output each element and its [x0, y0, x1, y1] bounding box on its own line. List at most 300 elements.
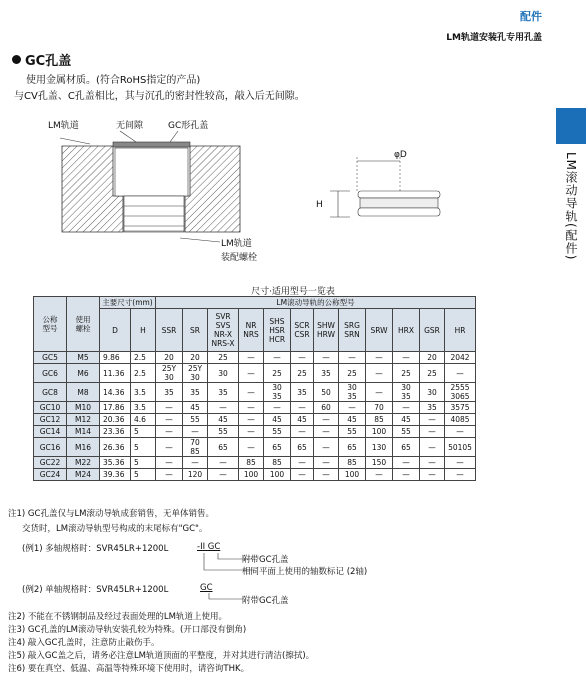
cell-rail-value-line: —	[165, 427, 173, 436]
cell-rail-value	[393, 414, 420, 426]
cell-rail-value-line: 35	[401, 392, 411, 401]
col-rail-header	[393, 309, 420, 352]
cell-rail-value	[420, 438, 445, 457]
cell-model: GC16	[34, 438, 67, 457]
bolt-head	[115, 148, 188, 196]
cell-rail-value-line: —	[298, 427, 306, 436]
cell-rail-value	[156, 438, 183, 457]
cell-rail-value	[156, 383, 183, 402]
cell-rail-value	[314, 352, 339, 364]
cell-bolt: M10	[67, 402, 100, 414]
cell-rail-value-line: —	[219, 403, 227, 412]
cell-rail-value	[445, 469, 476, 481]
cell-rail-value-line: 45	[218, 415, 228, 424]
cross-section-diagram	[40, 112, 258, 272]
cell-rail-value-line: 45	[347, 415, 357, 424]
cell-rail-value-line: 30	[401, 383, 411, 392]
cell-d: 11.36	[100, 364, 131, 383]
cell-rail-value-line: —	[428, 470, 436, 479]
cell-h: 4.6	[131, 414, 156, 426]
intro-line-1: 使用金属材质。(符合RoHS指定的产品)	[26, 75, 201, 86]
col-dims-header: 主要尺寸(mm)	[100, 297, 156, 309]
cell-rail-value	[420, 469, 445, 481]
cell-rail-value-line: 100	[269, 470, 285, 479]
col-rail-header	[420, 309, 445, 352]
example-1-annotation-2: 相同平面上使用的轴数标记 (2轴)	[242, 567, 368, 577]
cell-rail-value	[208, 469, 239, 481]
cell-rail-value	[393, 469, 420, 481]
cell-rail-value-line: —	[273, 403, 281, 412]
cell-rail-value-line: 100	[243, 470, 259, 479]
cell-rail-value	[420, 414, 445, 426]
cell-rail-value-line: 85	[347, 458, 357, 467]
cell-rail-value-line: 85	[190, 447, 200, 456]
cell-rail-value-line: —	[348, 403, 356, 412]
cell-rail-value	[156, 352, 183, 364]
cell-rail-value-line: 35	[297, 387, 307, 397]
cell-rail-value	[208, 352, 239, 364]
cell-rail-value	[264, 438, 291, 457]
cell-rail-value-line: 30	[427, 387, 437, 397]
table-title: 尺寸·适用型号一览表	[251, 287, 335, 297]
cell-model: GC24	[34, 469, 67, 481]
col-rail-header-line: NR-X	[214, 330, 232, 339]
cell-h: 5	[131, 438, 156, 457]
cell-rail-value-line: —	[165, 470, 173, 479]
cell-rail-value	[314, 426, 339, 438]
cell-model: GC22	[34, 457, 67, 469]
cell-rail-value-line: 4085	[450, 415, 470, 424]
cell-rail-value	[420, 402, 445, 414]
cell-rail-value-line: 100	[371, 427, 387, 436]
example-1-code: -II GC	[197, 542, 221, 552]
note-6: 注6) 要在真空、低温、高温等特殊环境下使用时，请咨询THK。	[8, 664, 250, 674]
gc-cap	[113, 142, 190, 147]
table-header-row-2	[34, 309, 476, 352]
cell-rail-value-line: 50	[321, 387, 331, 397]
cell-rail-value-line: 35	[427, 403, 437, 412]
cell-rail-value	[393, 457, 420, 469]
cell-rail-value-line: —	[456, 458, 464, 467]
cell-rail-value-line: —	[191, 458, 199, 467]
cell-rail-value	[291, 457, 314, 469]
cell-d: 23.36	[100, 426, 131, 438]
label-rail: LM轨道	[48, 121, 79, 131]
cell-rail-value-line: —	[322, 470, 330, 479]
col-rails-header: LM滚动导轨的公称型号	[156, 297, 476, 309]
cell-rail-value-line: —	[375, 353, 383, 362]
col-rail-header	[208, 309, 239, 352]
cell-rail-value	[445, 414, 476, 426]
cell-rail-value	[393, 426, 420, 438]
cell-rail-value-line: —	[456, 427, 464, 436]
cell-rail-value	[239, 383, 264, 402]
cell-rail-value-line: 55	[190, 415, 200, 424]
example-2-label: (例2) 单轴规格时：SVR45LR+1200L	[22, 585, 169, 595]
cell-rail-value	[264, 352, 291, 364]
cell-rail-value-line: 55	[347, 427, 357, 436]
cell-rail-value	[156, 469, 183, 481]
cell-rail-value	[264, 469, 291, 481]
cell-rail-value	[339, 469, 366, 481]
cell-rail-value-line: 3065	[450, 392, 470, 401]
cell-rail-value-line: —	[298, 353, 306, 362]
cell-rail-value-line: 20	[164, 353, 174, 362]
cell-rail-value-line: 35	[218, 387, 228, 397]
cell-rail-value	[156, 364, 183, 383]
cell-rail-value	[264, 402, 291, 414]
cell-h: 3.5	[131, 402, 156, 414]
cell-bolt: M24	[67, 469, 100, 481]
cell-rail-value	[183, 469, 208, 481]
cell-rail-value	[208, 383, 239, 402]
cell-rail-value	[339, 364, 366, 383]
cell-rail-value-line: 70	[374, 403, 384, 412]
col-rail-header-line: SRG	[344, 321, 360, 330]
bullet-icon	[12, 55, 21, 64]
cell-h: 5	[131, 426, 156, 438]
example-1-label: (例1) 多轴规格时：SVR45LR+1200L	[22, 544, 169, 554]
cell-rail-value-line: 35	[272, 392, 282, 401]
cell-bolt: M8	[67, 383, 100, 402]
cell-rail-value-line: —	[247, 368, 255, 378]
cell-rail-value-line: —	[428, 458, 436, 467]
col-rail-header-line: GSR	[424, 325, 440, 335]
cell-rail-value	[366, 438, 393, 457]
cell-rail-value-line: 65	[297, 442, 307, 452]
header-category: 配件	[520, 10, 542, 23]
cell-model: GC8	[34, 383, 67, 402]
side-tab-label: LM滚动导轨(配件)	[564, 152, 578, 261]
col-rail-header-line: HR	[454, 325, 466, 335]
cell-rail-value-line: 35	[164, 387, 174, 397]
note-4: 注4) 敲入GC孔盖时，注意防止敲伤手。	[8, 638, 160, 648]
cell-d: 9.86	[100, 352, 131, 364]
section-title	[12, 50, 71, 69]
col-rail-header	[239, 309, 264, 352]
cell-rail-value-line: 25Y	[161, 364, 177, 373]
cell-rail-value-line: 35	[321, 368, 331, 378]
col-d-header: D	[100, 309, 131, 352]
label-bolt-line1: LM轨道	[221, 239, 252, 249]
cell-rail-value-line: —	[247, 353, 255, 362]
cell-rail-value	[264, 364, 291, 383]
table-header-row-1	[34, 297, 476, 309]
cell-rail-value	[208, 414, 239, 426]
cell-rail-value	[239, 469, 264, 481]
example-1-annotation-1: 附带GC孔盖	[242, 555, 289, 565]
cell-rail-value-line: 25	[218, 353, 228, 362]
cell-rail-value	[208, 402, 239, 414]
col-rail-header-line: NRS-X	[211, 339, 235, 348]
cell-rail-value	[183, 364, 208, 383]
cell-rail-value-line: —	[456, 368, 464, 378]
cell-rail-value	[264, 457, 291, 469]
cell-rail-value	[264, 414, 291, 426]
table-row	[34, 469, 476, 481]
cell-rail-value	[291, 438, 314, 457]
cell-rail-value	[339, 438, 366, 457]
cell-h: 2.5	[131, 352, 156, 364]
cell-rail-value-line: 25	[347, 368, 357, 378]
cell-rail-value-line: 65	[272, 442, 282, 452]
col-rail-header-line: HCR	[268, 334, 286, 344]
col-bolt-header-l1: 使用	[75, 315, 91, 324]
cell-rail-value	[366, 469, 393, 481]
cell-rail-value-line: —	[247, 403, 255, 412]
col-rail-header	[183, 309, 208, 352]
col-model-header-l1: 公称	[42, 315, 58, 324]
note-5: 注5) 敲入GC盖之后，请务必注意LM轨道顶面的平整度，并对其进行清洁(擦拭)。	[8, 651, 315, 661]
bolt-shank	[124, 196, 184, 232]
cell-rail-value-line: 85	[374, 415, 384, 424]
cell-rail-value-line: —	[322, 458, 330, 467]
cell-rail-value	[339, 457, 366, 469]
col-model-header	[34, 297, 67, 352]
cell-rail-value	[339, 383, 366, 402]
cell-rail-value-line: —	[165, 442, 173, 452]
col-rail-header	[314, 309, 339, 352]
cell-rail-value	[183, 426, 208, 438]
cell-rail-value-line: —	[375, 387, 383, 397]
cell-rail-value	[393, 364, 420, 383]
cell-rail-value	[445, 438, 476, 457]
cell-rail-value	[445, 383, 476, 402]
cell-rail-value-line: 25	[401, 368, 411, 378]
cell-rail-value	[208, 438, 239, 457]
cell-rail-value	[314, 469, 339, 481]
cell-bolt: M6	[67, 364, 100, 383]
note-1b: 交货时，LM滚动导轨型号构成的末尾标有"GC"。	[22, 524, 208, 534]
table-row	[34, 426, 476, 438]
col-rail-header-line: CSR	[294, 330, 310, 339]
cell-d: 17.86	[100, 402, 131, 414]
cell-model: GC5	[34, 352, 67, 364]
col-rail-header-line: SCR	[294, 321, 310, 330]
cell-rail-value-line: 25Y	[187, 364, 203, 373]
cell-h: 3.5	[131, 383, 156, 402]
example-2-code: GC	[200, 583, 213, 593]
cell-rail-value	[445, 426, 476, 438]
table-row	[34, 383, 476, 402]
cell-d: 14.36	[100, 383, 131, 402]
col-rail-header-line: NRS	[243, 330, 259, 339]
rail-body-left	[62, 146, 123, 232]
cell-rail-value-line: —	[247, 415, 255, 424]
cell-rail-value	[314, 414, 339, 426]
label-gc-cap: GC形孔盖	[168, 121, 209, 131]
cell-rail-value-line: 20	[427, 353, 437, 362]
label-no-gap: 无间隙	[116, 121, 144, 131]
cell-rail-value-line: 70	[190, 438, 200, 447]
col-rail-header-line: SHW	[317, 321, 335, 330]
cell-rail-value	[314, 364, 339, 383]
cell-rail-value	[420, 364, 445, 383]
cell-rail-value	[314, 402, 339, 414]
cell-rail-value	[291, 469, 314, 481]
cell-rail-value-line: —	[322, 442, 330, 452]
col-rail-header-line: HSR	[269, 325, 285, 335]
cell-rail-value-line: 65	[401, 442, 411, 452]
cell-rail-value-line: —	[298, 458, 306, 467]
cell-rail-value-line: 45	[297, 415, 307, 424]
col-rail-header-line: SR	[190, 325, 200, 335]
col-rail-header-line: SHS	[269, 316, 285, 326]
col-rail-header-line: NR	[245, 321, 257, 330]
cell-rail-value-line: 45	[272, 415, 282, 424]
cell-rail-value-line: —	[428, 415, 436, 424]
cell-rail-value	[366, 414, 393, 426]
cell-rail-value	[239, 438, 264, 457]
cell-rail-value	[393, 402, 420, 414]
cell-rail-value-line: 45	[401, 415, 411, 424]
cell-rail-value-line: 100	[344, 470, 360, 479]
cell-rail-value	[393, 383, 420, 402]
cell-rail-value-line: —	[428, 427, 436, 436]
cell-d: 26.36	[100, 438, 131, 457]
col-rail-header-line: HRX	[398, 325, 414, 335]
example-2-leader	[205, 593, 245, 603]
cell-rail-value-line: 25	[427, 368, 437, 378]
cell-rail-value-line: 3575	[450, 403, 470, 412]
note-1a: 注1) GC孔盖仅与LM滚动导轨成套销售，无单体销售。	[8, 509, 215, 519]
cell-h: 2.5	[131, 364, 156, 383]
table-row	[34, 364, 476, 383]
cell-rail-value-line: —	[273, 353, 281, 362]
col-rail-header	[366, 309, 393, 352]
cell-bolt: M14	[67, 426, 100, 438]
cell-d: 39.36	[100, 469, 131, 481]
cell-h: 5	[131, 469, 156, 481]
cell-rail-value-line: —	[402, 458, 410, 467]
cell-rail-value	[366, 383, 393, 402]
label-bolt-line2: 装配螺栓	[221, 253, 258, 263]
col-rail-header	[264, 309, 291, 352]
cell-rail-value-line: —	[219, 458, 227, 467]
cell-rail-value	[314, 438, 339, 457]
cell-rail-value-line: 30	[347, 383, 357, 392]
cell-rail-value	[208, 457, 239, 469]
cell-d: 20.36	[100, 414, 131, 426]
cell-rail-value	[366, 352, 393, 364]
cell-rail-value	[156, 414, 183, 426]
cell-rail-value-line: —	[298, 403, 306, 412]
cell-rail-value-line: 120	[187, 470, 203, 479]
table-row	[34, 352, 476, 364]
cell-rail-value-line: 30	[164, 373, 174, 382]
col-rail-header-line: SRW	[370, 325, 388, 335]
cell-model: GC14	[34, 426, 67, 438]
cell-rail-value-line: —	[191, 427, 199, 436]
cell-rail-value	[291, 426, 314, 438]
cell-rail-value-line: 35	[190, 387, 200, 397]
cell-rail-value	[339, 402, 366, 414]
cell-rail-value-line: —	[247, 387, 255, 397]
example-2-annotation-1: 附带GC孔盖	[242, 596, 289, 606]
cell-rail-value	[183, 414, 208, 426]
cell-rail-value-line: —	[456, 470, 464, 479]
cell-bolt: M16	[67, 438, 100, 457]
cell-rail-value	[314, 383, 339, 402]
cell-rail-value	[239, 426, 264, 438]
cell-rail-value	[339, 426, 366, 438]
cell-rail-value	[445, 364, 476, 383]
cell-rail-value	[393, 438, 420, 457]
cell-rail-value-line: 25	[272, 368, 282, 378]
example-1-leaders	[200, 552, 240, 576]
intro-line-2: 与CV孔盖、C孔盖相比，其与沉孔的密封性较高，敲入后无间隙。	[14, 91, 305, 102]
col-rail-header-line: HRW	[317, 330, 335, 339]
cell-model: GC12	[34, 414, 67, 426]
cell-rail-value-line: —	[247, 442, 255, 452]
label-diameter: φD	[394, 150, 407, 160]
cell-rail-value-line: 35	[347, 392, 357, 401]
cell-d: 35.36	[100, 457, 131, 469]
rail-body-right	[185, 146, 240, 232]
col-h-header: H	[131, 309, 156, 352]
cell-rail-value	[445, 457, 476, 469]
cell-rail-value	[183, 383, 208, 402]
cell-rail-value-line: —	[322, 427, 330, 436]
cell-rail-value	[239, 457, 264, 469]
col-rail-header-line: SVS	[215, 321, 231, 330]
cell-bolt: M22	[67, 457, 100, 469]
cell-rail-value-line: —	[402, 403, 410, 412]
cell-rail-value	[239, 364, 264, 383]
cell-model: GC6	[34, 364, 67, 383]
side-tab-marker	[556, 108, 586, 144]
cell-rail-value	[239, 402, 264, 414]
cell-rail-value	[264, 426, 291, 438]
label-height: H	[316, 200, 323, 210]
cell-rail-value	[264, 383, 291, 402]
cell-rail-value	[445, 352, 476, 364]
cell-rail-value	[208, 426, 239, 438]
cell-rail-value-line: —	[348, 353, 356, 362]
cell-rail-value	[239, 352, 264, 364]
cell-model: GC10	[34, 402, 67, 414]
col-rail-header	[339, 309, 366, 352]
note-2: 注2) 不能在不锈钢制品及经过表面处理的LM轨道上使用。	[8, 612, 227, 622]
cell-rail-value-line: 2555	[450, 383, 470, 392]
cell-rail-value	[291, 383, 314, 402]
cell-rail-value-line: —	[298, 470, 306, 479]
table-row	[34, 402, 476, 414]
cell-rail-value-line: —	[165, 415, 173, 424]
cell-rail-value	[420, 426, 445, 438]
cell-rail-value-line: —	[402, 353, 410, 362]
header-subtitle: LM轨道安装孔专用孔盖	[446, 33, 542, 43]
cell-rail-value	[314, 457, 339, 469]
table-row	[34, 457, 476, 469]
table-row	[34, 414, 476, 426]
cell-rail-value-line: —	[165, 458, 173, 467]
cell-rail-value-line: 30	[190, 373, 200, 382]
dimension-drawing	[310, 135, 450, 235]
col-rail-header	[445, 309, 476, 352]
cell-rail-value	[366, 402, 393, 414]
cell-rail-value	[420, 383, 445, 402]
cell-rail-value-line: 30	[272, 383, 282, 392]
col-rail-header-line: SRN	[344, 330, 360, 339]
cell-rail-value	[239, 414, 264, 426]
cell-rail-value	[291, 402, 314, 414]
cell-rail-value	[156, 426, 183, 438]
col-model-header-l2: 型号	[42, 324, 58, 333]
cell-rail-value	[420, 457, 445, 469]
cell-rail-value	[291, 414, 314, 426]
cell-rail-value-line: —	[402, 470, 410, 479]
